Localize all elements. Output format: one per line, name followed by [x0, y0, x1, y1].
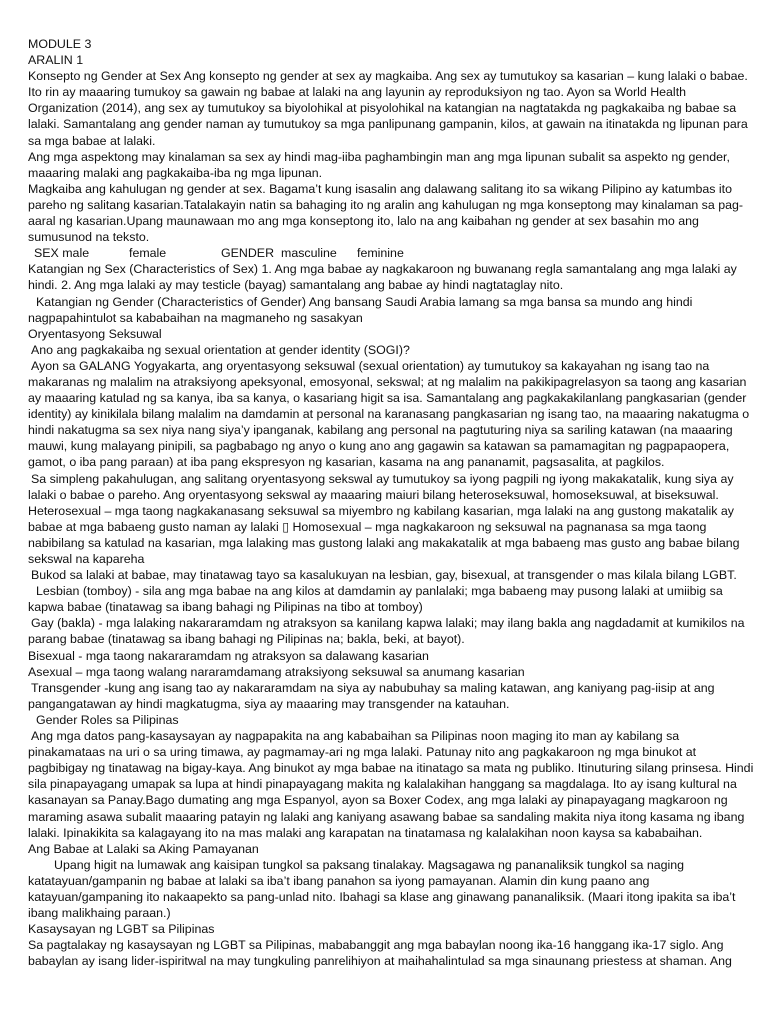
paragraph-heterosexual-homosexual: Heterosexual – mga taong nagkakanasang seksuwal sa miyembro ng kabilang kasarian, mga lalaki na ang gustong makatalik ay babae at mga babaeng gusto naman ay lalaki ▯ Homosexual – mga nagkakaroon ng seksuwal na pagnanasa sa mga taong nabibilang sa katulad na kasarian, mga lalaking mas gustong lalaki ang makakatalik at mga babaeng mas gusto ang babae bilang sekswal na kapareha [28, 503, 740, 566]
paragraph-research-activity: Upang higit na lumawak ang kaisipan tungkol sa paksang tinalakay. Magsagawa ng pananaliksik tungkol sa naging katatayuan/gampanin ng babae at lalaki sa iba’t ibang panahon sa iyong pamayanan. Alamin din kung paano ang katayuan/gampaning ito nakaapekto sa pang-unlad nito. Ibahagi sa klase ang ginawang pananaliksik. (Maari itong ipakita sa iba’t ibang malikhaing paraan.) [28, 857, 736, 921]
paragraph-gender-sex-concept: Konsepto ng Gender at Sex Ang konsepto ng gender at sex ay magkaiba. Ang sex ay tumutukoy sa kasarian – kung lalaki o babae. Ito rin ay maaaring tumukoy sa gawain ng babae at lalaki na ang layunin ay reproduksiyon ng tao. Ayon sa World Health Organization (2014), ang sex ay tumutukoy sa biyolohikal at pisyolohikal na katangian na nagtatakda ng pagkakaiba ng babae sa lalaki. Samantalang ang gender naman ay tumutukoy sa mga panlipunang gampanin, kilos, at gawain na itinatakda ng lipunan para sa mga babae at lalaki. [28, 69, 748, 148]
heading-kasaysayan-lgbt: Kasaysayan ng LGBT sa Pilipinas [28, 922, 215, 937]
paragraph-gay: Gay (bakla) - mga lalaking nakararamdam ng atraksyon sa kanilang kapwa lalaki; may ilang bakla ang nagdadamit at kumikilos na parang babae (tinatawag sa ibang bahagi ng Pilipinas na; bakla, beki, at bayot). [28, 616, 745, 647]
sex-gender-row [28, 245, 758, 261]
sex-male-label: SEX male [34, 246, 90, 261]
heading-babae-lalaki-pamayanan: Ang Babae at Lalaki sa Aking Pamayanan [28, 841, 259, 856]
paragraph-lesbian: Lesbian (tomboy) - sila ang mga babae na ang kilos at damdamin ay panlalaki; mga babaeng may pusong lalaki at umiibig sa kapwa babae (tinatawag sa ibang bahagi ng Pilipinas na tibo at tomboy) [28, 584, 723, 615]
paragraph-lgbt-history: Sa pagtalakay ng kasaysayan ng LGBT sa Pilipinas, mababanggit ang mga babaylan noong ika-16 hanggang ika-17 siglo. Ang babaylan ay isang lider-ispiritwal na may tungkuling panrelihiyon at maihahalintulad sa mga sinaunang priestess at shaman. Ang [28, 938, 732, 969]
paragraph-meaning-difference: Magkaiba ang kahulugan ng gender at sex. Bagama’t kung isasalin ang dalawang salitang ito sa wikang Pilipino ay katumbas ito pareho ng salitang kasarian.Tatalakayin natin sa bahaging ito ng aralin ang kahulugan ng mga konseptong may kinalaman sa pag-aaral ng kasarian.Upang maunawaan mo ang mga konseptong ito, lalo na ang kaibahan ng gender at sex basahin mo ang sumusunod na teksto. [28, 181, 744, 245]
paragraph-asexual: Asexual – mga taong walang nararamdamang atraksiyong seksuwal sa anumang kasarian [28, 664, 525, 679]
heading-oryentasyong-seksuwal: Oryentasyong Seksuwal [28, 326, 162, 341]
module-heading: MODULE 3 [28, 37, 92, 51]
paragraph-lgbt-intro: Bukod sa lalaki at babae, may tinatawag tayo sa kasalukuyan na lesbian, gay, bisexual, at transgender o mas kilala bilang LGBT. [31, 568, 737, 583]
paragraph-sex-aspects: Ang mga aspektong may kinalaman sa sex ay hindi mag-iiba paghambingin man ang mga lipunan subalit sa aspekto ng gender, maaaring malaki ang pagkakaiba-iba ng mga lipunan. [28, 149, 730, 180]
paragraph-simple-meaning: Sa simpleng pakahulugan, ang salitang oryentasyong sekswal ay tumutukoy sa iyong pagpili ng iyong makakatalik, kung siya ay lalaki o babae o pareho. Ang oryentasyong sekswal ay maaaring maiuri bilang heteroseksuwal, homoseksuwal, at biseksuwal. [28, 471, 734, 502]
paragraph-galang-yogyakarta: Ayon sa GALANG Yogyakarta, ang oryentasyong seksuwal (sexual orientation) ay tumutukoy sa kakayahan ng isang tao na makaranas ng malalim na atraksiyong apeksyonal, emosyonal, sekswal; at ng malalim na pakikipagrelasyon sa taong ang kasarian ay maaaring katulad ng sa kanya, iba sa kanya, o kasariang higit sa isa. Samantalang ang pagkakakilanlang pangkasarian (gender identity) ay kinikilala bilang malalim na damdamin at personal na karanasang pangkasarian ng isang tao, na maaaring nakatugma o hindi nakatugma sa sex niya nang siya’y ipanganak, kabilang ang personal na pagtuturing niya sa sariling katawan (na maaaring mauwi, kung malayang pinipili, sa pagbabago ng anyo o kung ano ang gagawin sa katawan sa pamamagitan ng pagpapaopera, gamot, o iba pang paraan) at iba pang ekspresyon ng kasarian, kasama na ang pananamit, pagsasalita, at pagkilos. [28, 358, 750, 470]
masculine-label: masculine [281, 246, 337, 261]
question-sogi: Ano ang pagkakaiba ng sexual orientation at gender identity (SOGI)? [31, 342, 410, 357]
heading-gender-roles: Gender Roles sa Pilipinas [36, 712, 179, 727]
paragraph-sex-characteristics: Katangian ng Sex (Characteristics of Sex) 1. Ang mga babae ay nagkakaroon ng buwanang regla samantalang ang mga lalaki ay hindi. 2. Ang mga lalaki ay may testicle (bayag) samantalang ang babae ay hindi nagtataglay nito. [28, 262, 737, 293]
feminine-label: feminine [357, 246, 404, 261]
paragraph-bisexual: Bisexual - mga taong nakararamdam ng atraksyon sa dalawang kasarian [28, 648, 429, 663]
gender-label: GENDER [221, 246, 275, 261]
aralin-heading: ARALIN 1 [28, 53, 84, 68]
paragraph-transgender: Transgender -kung ang isang tao ay nakararamdam na siya ay nabubuhay sa maling katawan, ang kaniyang pag-iisip at ang pangangatawan ay hindi magkatugma, siya ay maaaring may transgender na katauhan. [28, 680, 715, 711]
paragraph-gender-characteristics: Katangian ng Gender (Characteristics of Gender) Ang bansang Saudi Arabia lamang sa mga bansa sa mundo ang hindi nagpapahintulot sa kababaihan na magmaneho ng sasakyan [28, 294, 693, 325]
female-label: female [129, 246, 167, 261]
paragraph-gender-roles-history: Ang mga datos pang-kasaysayan ay nagpapakita na ang kababaihan sa Pilipinas noon maging ito man ay kabilang sa pinakamataas na uri o sa uring timawa, ay pagmamay-ari ng mga lalaki. Patunay nito ang pagkakaroon ng mga binukot at pagbibigay ng tinatawag na bigay-kaya. Ang binukot ay mga babae na itinatago sa mata ng publiko. Itinuturing silang prinsesa. Hindi sila pinapayagang umapak sa lupa at hindi pinapayagang makita ng kalalakihan hanggang sa magdalaga. Ito ay isang kultural na kasanayan sa Panay.Bago dumating ang mga Espanyol, ayon sa Boxer Codex, ang mga lalaki ay pinapayagang magkaroon ng maraming asawa subalit maaaring patayin ng lalaki ang kaniyang asawang babae sa sandaling makita niya itong kasama ng ibang lalaki. Ipinakikita sa kalagayang ito na mas malaki ang karapatan na tinatamasa ng kalalakihan noon kaysa sa kababaihan. [28, 729, 754, 840]
